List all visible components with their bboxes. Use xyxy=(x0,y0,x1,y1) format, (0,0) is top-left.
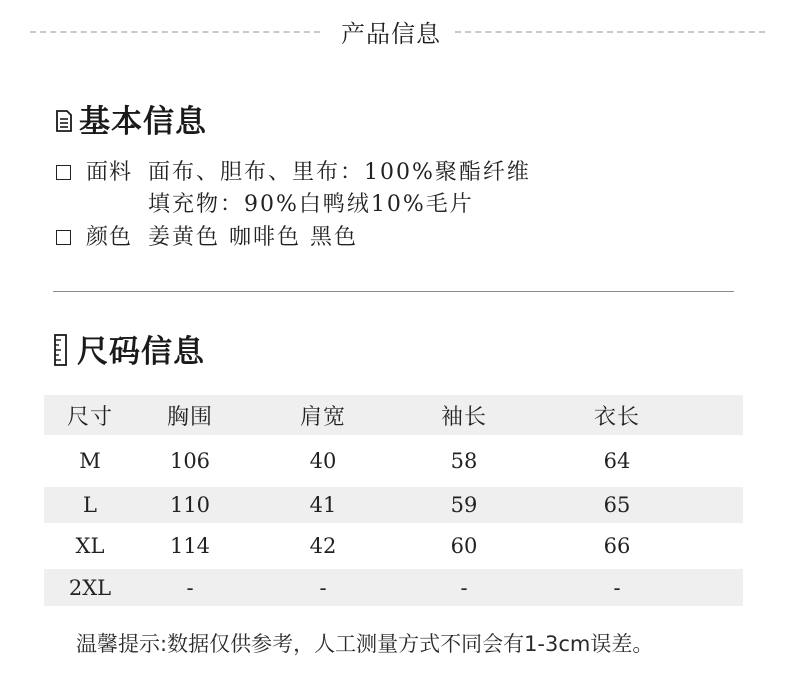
product-info-header xyxy=(0,10,790,50)
table-header-row xyxy=(44,395,743,435)
length-cell: 65 xyxy=(603,493,631,517)
size-info-title: 尺码信息 xyxy=(77,334,205,370)
sleeve-cell: 60 xyxy=(450,534,478,558)
sleeve-cell: 59 xyxy=(450,493,478,517)
length-cell: - xyxy=(613,575,621,600)
column-header-size: 尺寸 xyxy=(66,404,113,430)
page-title: 产品信息 xyxy=(341,20,441,48)
sleeve-cell: 58 xyxy=(450,449,478,473)
column-header-chest: 胸围 xyxy=(166,404,213,430)
size-info-heading xyxy=(54,326,205,371)
color-options: 姜黄色 咖啡色 黑色 xyxy=(148,225,358,250)
ruler-icon xyxy=(54,334,68,366)
color-row xyxy=(56,222,358,254)
column-header-length: 衣长 xyxy=(593,404,640,430)
fabric-row xyxy=(56,157,531,221)
measurement-note: 温馨提示:数据仅供参考，人工测量方式不同会有1-3cm误差。 xyxy=(76,632,654,656)
section-divider xyxy=(53,291,734,292)
fabric-label: 面料 xyxy=(86,160,133,185)
document-icon xyxy=(56,110,72,132)
size-table xyxy=(44,395,743,606)
basic-info-heading xyxy=(56,96,207,141)
sleeve-cell: - xyxy=(460,575,468,600)
shoulder-cell: - xyxy=(319,575,327,600)
size-cell: 2XL xyxy=(68,575,112,600)
size-cell: M xyxy=(79,449,101,473)
length-cell: 64 xyxy=(603,449,631,473)
chest-cell: - xyxy=(186,575,194,600)
color-label: 颜色 xyxy=(86,225,133,250)
basic-info-title: 基本信息 xyxy=(79,104,207,140)
chest-cell: 106 xyxy=(169,449,211,473)
fabric-values xyxy=(148,157,531,221)
size-cell: L xyxy=(83,493,97,517)
color-values xyxy=(148,222,358,254)
fabric-composition: 面布、胆布、里布：100%聚酯纤维 xyxy=(148,160,531,185)
chest-cell: 114 xyxy=(169,534,211,558)
table-row xyxy=(44,569,743,606)
table-row xyxy=(44,523,743,569)
size-cell: XL xyxy=(75,534,105,558)
shoulder-cell: 41 xyxy=(309,493,337,517)
shoulder-cell: 40 xyxy=(309,449,337,473)
table-row xyxy=(44,487,743,523)
chest-cell: 110 xyxy=(169,493,211,517)
length-cell: 66 xyxy=(603,534,631,558)
checkbox-icon xyxy=(56,230,71,245)
filling-composition: 填充物：90%白鸭绒10%毛片 xyxy=(148,192,474,217)
table-row xyxy=(44,435,743,487)
checkbox-icon xyxy=(56,165,71,180)
shoulder-cell: 42 xyxy=(309,534,337,558)
column-header-shoulder: 肩宽 xyxy=(299,404,346,430)
column-header-sleeve: 袖长 xyxy=(440,404,487,430)
